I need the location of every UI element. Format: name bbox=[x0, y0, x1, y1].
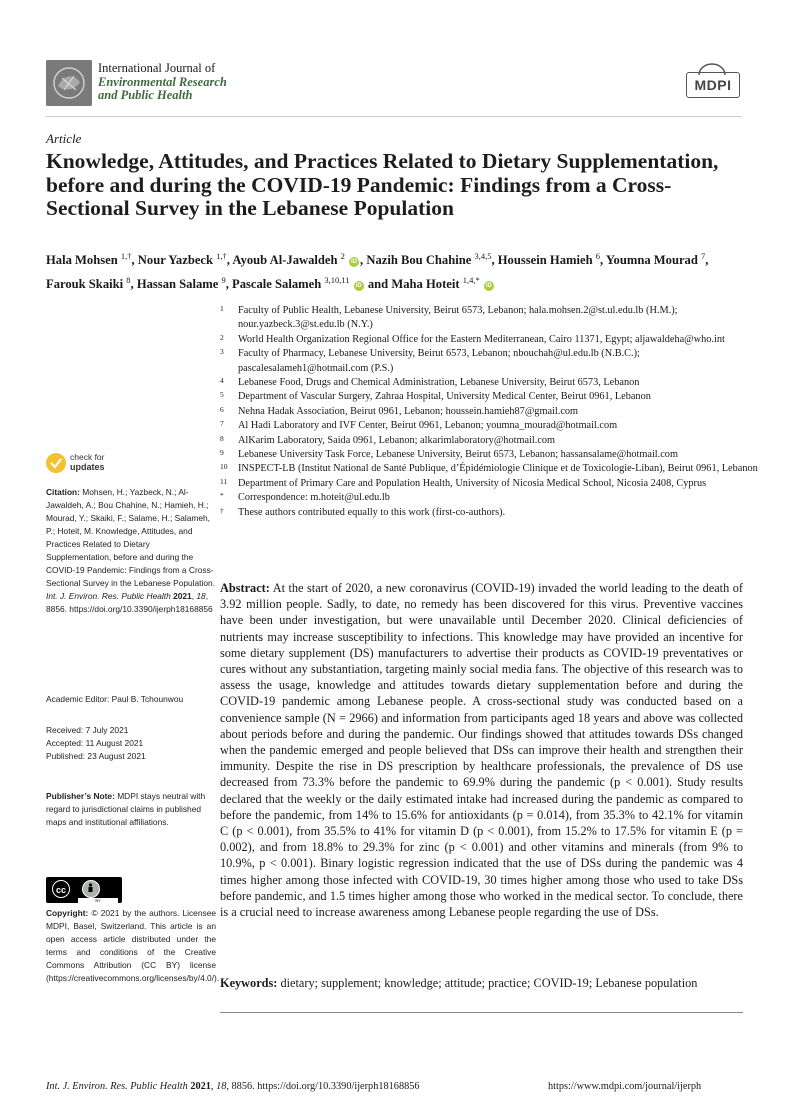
date-received: Received: 7 July 2021 bbox=[46, 725, 129, 735]
affiliation-text: Nehna Hadak Association, Beirut 0961, Lebanon; houssein.hamieh87@gmail.com bbox=[238, 405, 579, 417]
author-name[interactable]: Farouk Skaiki $^8$ bbox=[46, 275, 131, 292]
footer-doi[interactable]: , 8856. https://doi.org/10.3390/ijerph18168856 bbox=[226, 1081, 420, 1092]
journal-logo-icon bbox=[46, 60, 92, 106]
date-published: Published: 23 August 2021 bbox=[46, 751, 146, 761]
affiliation-number: 2 bbox=[220, 332, 224, 342]
affiliation-item bbox=[220, 477, 760, 491]
affiliation-item bbox=[220, 506, 760, 520]
affiliation-number: 11 bbox=[220, 476, 228, 486]
copyright-block bbox=[46, 907, 220, 985]
author-name[interactable]: Hala Mohsen $^{1,\dagger}$ bbox=[46, 251, 132, 268]
affiliation-number: * bbox=[220, 491, 224, 501]
affiliation-number: 4 bbox=[220, 376, 224, 386]
affiliation-text: These authors contributed equally to this work (first-co-authors). bbox=[238, 506, 506, 518]
orcid-icon[interactable]: iD bbox=[355, 283, 362, 290]
affiliation-item bbox=[220, 390, 760, 404]
author-affiliation-sup: 1,† bbox=[120, 251, 132, 261]
affiliation-item bbox=[220, 419, 760, 433]
publisher-note-label: Publisher’s Note: bbox=[46, 791, 115, 801]
keywords-label: Keywords: bbox=[220, 976, 278, 990]
affiliation-text: AlKarim Laboratory, Saida 0961, Lebanon; alkarimlaboratory@hotmail.com bbox=[238, 434, 556, 446]
affiliation-number: 3 bbox=[220, 347, 224, 357]
check-updates-line-2: updates bbox=[70, 461, 105, 472]
abstract-label: Abstract: bbox=[220, 581, 270, 595]
footer-citation: Int. J. Environ. Res. Public Health 2021, 18, 8856. https://doi.org/10.3390/ijerph18168856 bbox=[46, 1081, 420, 1092]
abstract bbox=[220, 580, 743, 920]
date-accepted: Accepted: 11 August 2021 bbox=[46, 738, 144, 748]
check-updates-icon bbox=[46, 453, 66, 473]
affiliation-text: Al Hadi Laboratory and IVF Center, Beirut 0961, Lebanon; youmna_mourad@hotmail.com bbox=[238, 420, 618, 432]
cc-icon: cc bbox=[52, 880, 70, 898]
article-type: Article bbox=[46, 131, 82, 146]
affiliation-number: 6 bbox=[220, 404, 224, 414]
journal-line-3: and Public Health bbox=[98, 88, 193, 102]
journal-line-2: Environmental Research bbox=[98, 74, 227, 89]
author-name[interactable]: Nour Yazbeck $^{1,\dagger}$ bbox=[137, 251, 227, 268]
cc-by-license-badge[interactable] bbox=[46, 877, 122, 903]
affiliation-number: 10 bbox=[220, 462, 228, 472]
person-icon bbox=[82, 880, 100, 898]
footer-year: 2021 bbox=[190, 1081, 211, 1092]
affiliation-item bbox=[220, 434, 760, 448]
check-for-updates-button[interactable] bbox=[46, 452, 166, 476]
citation-year: 2021 bbox=[173, 591, 192, 601]
affiliation-text: Faculty of Public Health, Lebanese University, Beirut 6573, Lebanon; hala.mohsen.2@st.ul.edu.lb (H.M.); nour.yazbeck.3@st.edu.lb (N.Y.) bbox=[238, 305, 678, 331]
affiliation-text: Department of Vascular Surgery, Zahraa Hospital, University Medical Center, Beirut 0961, Lebanon bbox=[238, 391, 651, 403]
header-divider bbox=[46, 116, 742, 117]
citation-block: Citation: Mohsen, H.; Yazbeck, N.; Al-Jawaldeh, A.; Bou Chahine, N.; Hamieh, H.; Mourad, Y.; Skaiki, F.; Salame, H.; Salameh, P.; Hoteit, M. Knowledge, Attitudes, and Practices Related to Dietary Supplementation, before and during the COVID-19 Pandemic: Findings from a Cross-Sectional Survey in the Lebanese Population. Int. J. Environ. Res. Public Health 2021, 18, 8856. https://doi.org/10.3390/ijerph18168856 bbox=[46, 487, 216, 614]
affiliation-text: INSPECT-LB (Institut National de Santé Publique, d’Épidémiologie Clinique et de Toxicologie-Liban), Beirut 0961, Lebanon bbox=[238, 463, 758, 475]
affiliation-text: Correspondence: m.hoteit@ul.edu.lb bbox=[238, 492, 390, 504]
affiliation-number: 8 bbox=[220, 433, 224, 443]
citation-doi[interactable]: , 8856. https://doi.org/10.3390/ijerph18168856 bbox=[46, 591, 213, 614]
abstract-text: At the start of 2020, a new coronavirus (COVID-19) invaded the world leading to the death of 3.92 million people. Sadly, to date, no remedy has been discovered for this virus. Preventive vaccines have been under investigation, but were unavailable until December 2020. Clinical deficiencies of nutrients may increase susceptibility to infections. This knowledge may have provided an incentive for some dietary supplement (DS) manufacturers to advertise their products as COVID-19 preventatives or cures without any substantiation, targeting mainly social media fans. The objective of this research was to assess the usage, knowledge and attitudes towards dietary supplementation before and during the COVID-19 pandemic among Lebanese people. A cross-sectional study was conducted based on a convenience sample (N = 2966) and information from participants aged 18 years and above was collected about periods before and during the pandemic. Our findings showed that attitudes towards DSs changed when the pandemic emerged and people believed that DSs can improve their health and strengthen their immunity. Despite the rise in DS prescription by healthcare professionals, the prevalence of DS use decreased from 73.3% before the pandemic to 69.9% during the pandemic (p < 0.001). Study results declared that the weekly or the daily estimated intake had increased during the pandemic as compared to before the pandemic, from 14% to 15.6% for antioxidants (p = 0.014), from 35.3% to 42.1% for vitamin C (p < 0.001), from 35.5% to 41% for vitamin D (p < 0.001), from 15.2% to 17.5% for vitamin E (p = 0.002), and from 18.8% to 29.3% for zinc (p < 0.001) and other vitamins and minerals (from 9% to 10.9%, p < 0.001). Binary logistic regression indicated that the use of DSs during the pandemic was 4 times higher among those infected with COVID-19, 30 times higher among those who used to take DSs before pandemic, and 1.5 times higher among those who worked in the medical sector. To conclude, there is a crucial need to increase awareness among Lebanese people regarding the use of DSs. bbox=[220, 581, 743, 920]
author-affiliation-sup: 9 bbox=[221, 275, 226, 286]
author-affiliation-sup: 3,10,11 bbox=[324, 275, 350, 286]
affiliation-number: 9 bbox=[220, 448, 224, 458]
author-list: Hala Mohsen $^{1,\dagger}$, Nour Yazbeck $^{1,\dagger}$, Ayoub Al-Jawaldeh $^2$ iD , Nazih Bou Chahine $^{3,4,5}$, Houssein Hamieh $^6$, Youmna Mourad $^7$, Farouk Skaiki $^8$, Hassan Salame $^9$, Pascale Salameh $^{3,10,11}$ iD and Maha Hoteit $^{1,4,*}$ iD bbox=[46, 251, 709, 292]
author-name[interactable]: Nazih Bou Chahine $^{3,4,5}$ bbox=[366, 251, 492, 268]
copyright-text: © 2021 by the authors. Licensee MDPI, Basel, Switzerland. This article is an open access article distributed under the terms and conditions of the Creative Commons Attribution (CC BY) license (https://creativecommons.org/licenses/by/4.0/). bbox=[46, 908, 220, 983]
affiliation-number: 1 bbox=[220, 304, 224, 313]
author-name[interactable]: Houssein Hamieh $^6$ bbox=[497, 251, 600, 268]
dates-block bbox=[46, 724, 216, 763]
publisher-logo[interactable]: MDPI bbox=[686, 72, 740, 98]
author-affiliation-sup: 3,4,5 bbox=[474, 251, 492, 261]
affiliation-text: Lebanese Food, Drugs and Chemical Administration, Lebanese University, Beirut 6573, Lebanon bbox=[238, 377, 640, 389]
affiliation-item bbox=[220, 462, 760, 476]
citation-volume: 18 bbox=[196, 591, 206, 601]
author-affiliation-sup: 1,4,* bbox=[462, 275, 480, 286]
affiliation-text: World Health Organization Regional Office for the Eastern Mediterranean, Cairo 11371, Egypt; aljawaldeha@who.int bbox=[238, 333, 725, 345]
author-name[interactable]: Ayoub Al-Jawaldeh $^2$ iD bbox=[232, 251, 358, 268]
academic-editor: Academic Editor: Paul B. Tchounwou bbox=[46, 694, 184, 704]
keywords-text: dietary; supplement; knowledge; attitude; practice; COVID-19; Lebanese population bbox=[280, 976, 698, 990]
affiliation-text: Lebanese University Task Force, Lebanese University, Beirut 6573, Lebanon; hassansalame@hotmail.com bbox=[238, 449, 678, 461]
orcid-icon[interactable]: iD bbox=[351, 259, 358, 266]
publisher-note-text: MDPI stays neutral with regard to jurisdictional claims in published maps and institutional affiliations. bbox=[46, 791, 206, 827]
author-affiliation-sup: 7 bbox=[701, 251, 706, 261]
affiliation-item bbox=[220, 347, 760, 376]
affiliation-item bbox=[220, 333, 760, 347]
citation-text: Mohsen, H.; Yazbeck, N.; Al-Jawaldeh, A.; Bou Chahine, N.; Hamieh, H.; Mourad, Y.; Skaiki, F.; Salame, H.; Salameh, P.; Hoteit, M. Knowledge, Attitudes, and Practices Related to Dietary Supplementation, before and during the COVID-19 Pandemic: Findings from a Cross-Sectional Survey in the Lebanese Population. bbox=[46, 487, 216, 588]
author-name[interactable]: Maha Hoteit $^{1,4,*}$ iD bbox=[391, 275, 492, 292]
footer-volume: 18 bbox=[216, 1081, 227, 1092]
copyright-label: Copyright: bbox=[46, 908, 89, 918]
author-name[interactable]: Youmna Mourad $^7$ bbox=[605, 251, 706, 268]
affiliation-text: Department of Primary Care and Population Health, University of Nicosia Medical School, Nicosia 2408, Cyprus bbox=[238, 477, 707, 489]
journal-line-1: International Journal of bbox=[98, 61, 216, 75]
citation-journal: Int. J. Environ. Res. Public Health bbox=[46, 591, 171, 601]
keywords bbox=[220, 975, 743, 991]
affiliation-text: Faculty of Pharmacy, Lebanese University, Beirut 6573, Lebanon; nbouchah@ul.edu.lb (N.B.C.); pascalesalameh1@hotmail.com (P.S.) bbox=[238, 348, 640, 374]
affiliation-number: 7 bbox=[220, 419, 224, 429]
affiliation-item bbox=[220, 405, 760, 419]
abstract-divider bbox=[220, 1012, 743, 1013]
affiliation-item bbox=[220, 448, 760, 462]
by-label: BY bbox=[78, 898, 118, 903]
author-affiliation-sup: 2 bbox=[340, 251, 345, 261]
article-title: Knowledge, Attitudes, and Practices Related to Dietary Supplementation, before and during the COVID-19 Pandemic: Findings from a Cross-Sectional Survey in the Lebanese Population bbox=[46, 149, 719, 220]
affiliation-item bbox=[220, 304, 760, 333]
affiliation-item bbox=[220, 376, 760, 390]
citation-label: Citation: bbox=[46, 487, 80, 497]
affiliation-number: 5 bbox=[220, 390, 224, 400]
footer-journal: Int. J. Environ. Res. Public Health bbox=[46, 1081, 188, 1092]
affiliation-item bbox=[220, 491, 760, 505]
journal-name bbox=[98, 62, 227, 103]
author-affiliation-sup: 1,† bbox=[216, 251, 227, 261]
affiliation-list bbox=[220, 304, 760, 520]
orcid-icon[interactable]: iD bbox=[485, 283, 492, 290]
publisher-note bbox=[46, 790, 216, 829]
author-name[interactable]: Hassan Salame $^9$ bbox=[136, 275, 226, 292]
check-updates-line-1: check for bbox=[70, 452, 105, 462]
author-affiliation-sup: 6 bbox=[595, 251, 600, 261]
affiliation-number: † bbox=[220, 505, 224, 515]
author-affiliation-sup: 8 bbox=[126, 275, 131, 286]
footer-journal-url[interactable]: https://www.mdpi.com/journal/ijerph bbox=[548, 1081, 702, 1092]
author-name[interactable]: Pascale Salameh $^{3,10,11}$ iD bbox=[232, 275, 362, 292]
